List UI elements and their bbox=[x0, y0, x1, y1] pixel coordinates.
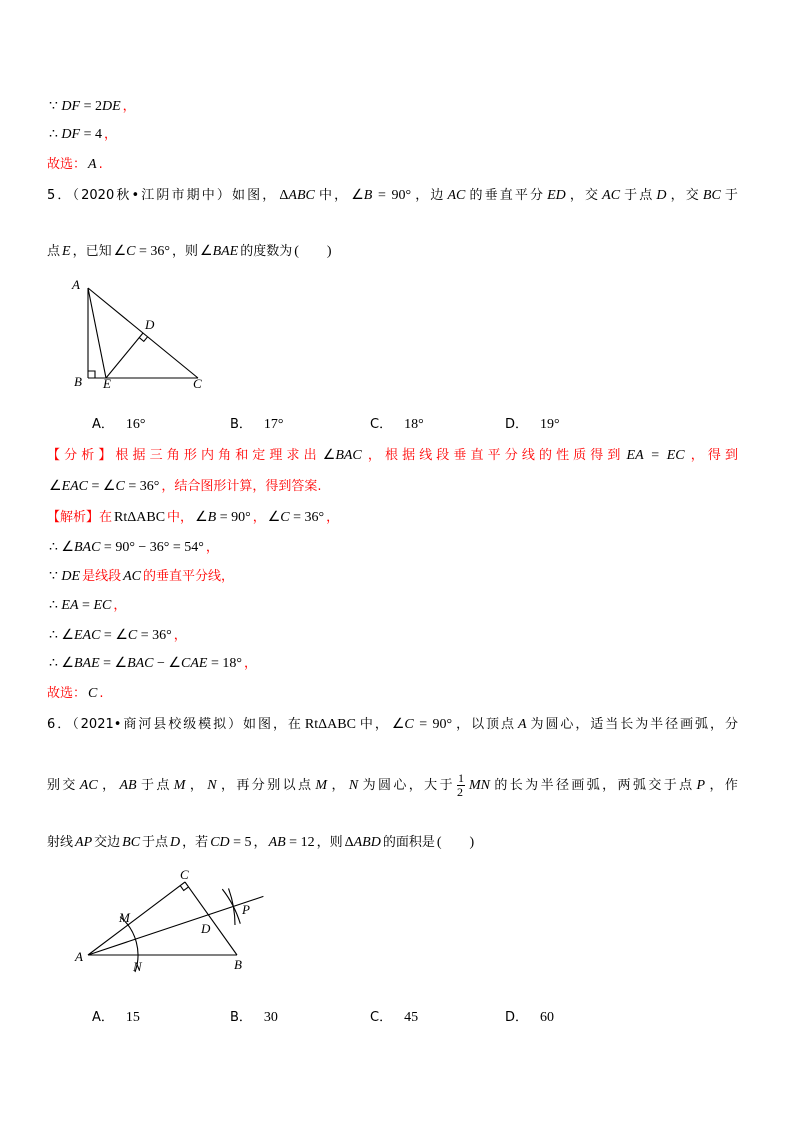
text-run: ，则 bbox=[172, 244, 199, 259]
math-variable: ABD bbox=[353, 835, 381, 850]
highlighted-text: 故选： bbox=[47, 686, 87, 701]
math-expression: ∵ DE bbox=[49, 569, 81, 584]
q5-answer bbox=[47, 684, 104, 704]
highlighted-text: 【分析】根据三角形内角和定理求出 bbox=[47, 448, 321, 463]
math-expression: RtΔABC bbox=[114, 510, 166, 525]
math-expression bbox=[80, 778, 98, 793]
highlighted-text: ， bbox=[173, 628, 187, 643]
math-expression: ∠C = 36° bbox=[267, 510, 325, 525]
math-variable: AC bbox=[447, 188, 466, 203]
text-run: 的度数为 bbox=[240, 244, 293, 259]
math-variable: AB bbox=[119, 778, 137, 793]
point-label-d: D bbox=[201, 921, 211, 936]
math-variable: EA bbox=[626, 448, 644, 463]
text-run: ，已知 bbox=[72, 244, 112, 259]
q6-figure bbox=[70, 862, 270, 980]
highlighted-text: 中， bbox=[167, 510, 194, 525]
q5-solution-line-3 bbox=[47, 567, 234, 587]
highlighted-text: ，得到 bbox=[686, 448, 738, 463]
math-expression bbox=[122, 835, 140, 850]
math-variable: C bbox=[126, 244, 136, 259]
highlighted-text: ，根据线段垂直平分线的性质得到 bbox=[363, 448, 625, 463]
option-value: 45 bbox=[404, 1010, 419, 1025]
math-variable: C bbox=[404, 717, 414, 732]
math-expression: ∴ EA = EC bbox=[49, 598, 112, 613]
text-run: 为圆心，适当长为半径画弧，分 bbox=[528, 717, 738, 732]
q6-option-b bbox=[230, 1008, 278, 1028]
math-expression: ∠B = 90° bbox=[195, 510, 251, 525]
fraction-numerator: 1 bbox=[457, 771, 464, 785]
q6-stem-line-2 bbox=[47, 771, 738, 799]
option-value: 16° bbox=[125, 417, 146, 432]
math-variable: EC bbox=[93, 598, 112, 613]
math-expression: CD = 5 bbox=[210, 835, 252, 850]
text-run: 的垂直平分 bbox=[467, 188, 546, 203]
math-variable: C bbox=[127, 628, 138, 643]
text-run: 的面积是 bbox=[382, 835, 435, 850]
math-variable: M bbox=[315, 778, 328, 793]
math-expression: ∠BAE bbox=[200, 244, 239, 259]
text-run: ，作 bbox=[707, 778, 738, 793]
math-variable: E bbox=[62, 244, 71, 259]
math-expression bbox=[469, 778, 490, 793]
q5-solution-line-1 bbox=[47, 508, 339, 528]
math-expression bbox=[447, 188, 465, 203]
text-run: 于 bbox=[722, 188, 738, 203]
math-variable: BAE bbox=[73, 656, 100, 671]
math-expression bbox=[75, 835, 92, 850]
point-label-m: M bbox=[119, 910, 130, 925]
math-expression bbox=[207, 778, 216, 793]
text-run: ，则 bbox=[316, 835, 343, 850]
vertex-label-b: B bbox=[234, 957, 242, 972]
math-expression: AB = 12 bbox=[268, 835, 315, 850]
math-variable: AP bbox=[75, 835, 93, 850]
math-variable: D bbox=[170, 835, 181, 850]
math-expression: ΔABD bbox=[344, 835, 381, 850]
math-variable: EA bbox=[61, 598, 79, 613]
math-expression bbox=[697, 778, 706, 793]
math-expression bbox=[123, 569, 141, 584]
math-variable: B bbox=[207, 510, 217, 525]
math-variable: N bbox=[207, 778, 217, 793]
math-variable: BAC bbox=[127, 656, 154, 671]
math-expression: ( ) bbox=[436, 835, 475, 850]
math-variable: A bbox=[517, 717, 527, 732]
math-expression bbox=[119, 778, 136, 793]
text-run: 射线 bbox=[47, 835, 74, 850]
math-variable: C bbox=[280, 510, 290, 525]
vertex-label-c: C bbox=[180, 867, 189, 882]
math-expression: ∠C = 90° bbox=[391, 717, 453, 732]
math-expression: RtΔABC bbox=[304, 717, 356, 732]
math-expression: EA = EC bbox=[626, 448, 685, 463]
q5-option-b bbox=[230, 415, 284, 435]
option-letter: D． bbox=[505, 417, 529, 432]
q6-stem-line-1 bbox=[47, 715, 738, 735]
option-letter: B． bbox=[230, 417, 252, 432]
math-expression: ∵ DF = 2DE bbox=[49, 99, 121, 114]
segment-cb bbox=[185, 882, 237, 955]
math-variable: DF bbox=[61, 127, 81, 142]
text-run: ， bbox=[187, 778, 206, 793]
q6-stem-line-3 bbox=[47, 833, 476, 853]
option-value: 19° bbox=[540, 417, 560, 432]
highlighted-text: ， bbox=[205, 540, 219, 555]
option-letter: A． bbox=[92, 417, 114, 432]
math-expression: ∠B = 90° bbox=[351, 188, 412, 203]
segment-ed bbox=[106, 333, 143, 378]
math-variable: CAE bbox=[180, 656, 208, 671]
math-variable: ED bbox=[547, 188, 566, 203]
highlighted-text: ， bbox=[104, 127, 118, 142]
math-expression bbox=[174, 778, 186, 793]
q5-stem-line-2 bbox=[47, 242, 334, 262]
text-run: 于点 bbox=[138, 778, 172, 793]
option-value: 15 bbox=[125, 1010, 140, 1025]
prev-solution-answer bbox=[47, 155, 103, 175]
highlighted-text: . bbox=[99, 686, 104, 701]
math-variable: N bbox=[348, 778, 359, 793]
q5-figure bbox=[70, 275, 215, 395]
option-value: 18° bbox=[404, 417, 424, 432]
segment-ae bbox=[88, 288, 106, 378]
math-variable: EC bbox=[666, 448, 685, 463]
math-expression bbox=[315, 778, 327, 793]
math-variable: AC bbox=[123, 569, 141, 584]
vertex-label-c: C bbox=[193, 376, 202, 391]
text-run: 为圆心，大于 bbox=[360, 778, 455, 793]
text-run: 别交 bbox=[47, 778, 78, 793]
q5-option-c bbox=[370, 415, 424, 435]
option-letter: C． bbox=[370, 417, 393, 432]
math-expression: ∴ ∠EAC = ∠C = 36° bbox=[49, 628, 172, 643]
vertex-label-a: A bbox=[75, 949, 83, 964]
text-run: ，以顶点 bbox=[454, 717, 516, 732]
highlighted-text: 【解析】在 bbox=[47, 510, 113, 525]
option-letter: D． bbox=[505, 1010, 529, 1025]
math-variable: DF bbox=[61, 99, 81, 114]
math-variable: MN bbox=[468, 778, 490, 793]
math-expression bbox=[656, 188, 666, 203]
highlighted-text: 故选： bbox=[47, 157, 87, 172]
text-run: ， bbox=[253, 835, 267, 850]
math-variable: BAE bbox=[212, 244, 239, 259]
math-expression bbox=[88, 157, 97, 172]
q6-option-a bbox=[92, 1008, 140, 1028]
point-label-n: N bbox=[133, 959, 142, 974]
math-expression: ∠C = 36° bbox=[113, 244, 170, 259]
text-run: ，交 bbox=[567, 188, 601, 203]
highlighted-text: 是线段 bbox=[82, 569, 122, 584]
math-variable: CD bbox=[210, 835, 230, 850]
math-variable: D bbox=[656, 188, 667, 203]
math-variable: BAC bbox=[335, 448, 362, 463]
q5-solution-line-6 bbox=[47, 654, 257, 674]
text-run: ，交 bbox=[668, 188, 701, 203]
q5-solution-line-5 bbox=[47, 626, 187, 646]
vertex-label-d: D bbox=[145, 317, 155, 332]
math-expression: ∴ ∠BAC = 90° − 36° = 54° bbox=[49, 540, 204, 555]
math-variable: DE bbox=[102, 99, 121, 114]
math-expression bbox=[62, 244, 71, 259]
math-variable: EAC bbox=[73, 628, 101, 643]
text-run: ， bbox=[329, 778, 347, 793]
math-variable: ABC bbox=[288, 188, 315, 203]
text-run: ， bbox=[99, 778, 118, 793]
q5-analysis-line-2 bbox=[47, 477, 321, 497]
math-variable: BC bbox=[702, 188, 721, 203]
math-variable: P bbox=[696, 778, 706, 793]
q5-solution-line-2 bbox=[47, 538, 219, 558]
q5-option-a bbox=[92, 415, 146, 435]
vertex-label-e: E bbox=[103, 376, 111, 391]
math-expression bbox=[703, 188, 721, 203]
vertex-label-a: A bbox=[72, 277, 80, 292]
text-run: 6．（2021•商河县校级模拟）如图，在 bbox=[47, 717, 303, 732]
text-run: 中， bbox=[316, 188, 350, 203]
math-expression bbox=[88, 686, 97, 701]
highlighted-text: ， bbox=[252, 510, 266, 525]
text-run: 的长为半径画弧，两弧交于点 bbox=[491, 778, 695, 793]
math-variable: AC bbox=[602, 188, 621, 203]
option-letter: C． bbox=[370, 1010, 393, 1025]
highlighted-text: . bbox=[98, 157, 103, 172]
text-run: 于点 bbox=[622, 188, 655, 203]
math-variable: BC bbox=[122, 835, 141, 850]
math-variable: AC bbox=[79, 778, 98, 793]
text-run: 中， bbox=[357, 717, 390, 732]
fraction-denominator: 2 bbox=[456, 785, 463, 799]
arc-centered-n bbox=[222, 889, 240, 924]
math-variable: EAC bbox=[61, 479, 89, 494]
math-expression: ∴ DF = 4 bbox=[49, 127, 102, 142]
math-expression bbox=[518, 717, 527, 732]
math-expression bbox=[602, 188, 620, 203]
prev-solution-line-2 bbox=[47, 125, 117, 145]
math-expression: ∠EAC = ∠C = 36° bbox=[49, 479, 160, 494]
q5-analysis-line-1 bbox=[47, 446, 738, 466]
right-angle-mark-d bbox=[139, 337, 147, 342]
fraction bbox=[457, 772, 465, 799]
option-letter: A． bbox=[92, 1010, 114, 1025]
math-variable: DE bbox=[61, 569, 81, 584]
highlighted-text: ， bbox=[243, 656, 257, 671]
option-letter: B． bbox=[230, 1010, 252, 1025]
option-value: 30 bbox=[263, 1010, 278, 1025]
q5-option-d bbox=[505, 415, 560, 435]
right-angle-mark-b bbox=[88, 371, 95, 378]
math-variable: C bbox=[88, 686, 98, 701]
option-value: 17° bbox=[263, 417, 284, 432]
text-run: ，若 bbox=[182, 835, 209, 850]
option-value: 60 bbox=[540, 1010, 555, 1025]
q6-option-d bbox=[505, 1008, 554, 1028]
math-expression bbox=[349, 778, 358, 793]
math-variable: C bbox=[115, 479, 125, 494]
math-expression: ( ) bbox=[294, 244, 332, 259]
point-label-p: P bbox=[242, 902, 250, 917]
highlighted-text: ， bbox=[326, 510, 340, 525]
highlighted-text: ， bbox=[113, 598, 127, 613]
math-expression bbox=[547, 188, 566, 203]
text-run: 于点 bbox=[142, 835, 169, 850]
q5-solution-line-4 bbox=[47, 596, 126, 616]
text-run: 交边 bbox=[94, 835, 121, 850]
math-expression bbox=[170, 835, 180, 850]
highlighted-text: 的垂直平分线， bbox=[143, 569, 235, 584]
vertex-label-b: B bbox=[74, 374, 82, 389]
q5-stem-line-1 bbox=[47, 186, 738, 206]
ray-ap bbox=[88, 896, 263, 955]
prev-solution-line-1 bbox=[47, 97, 136, 117]
math-variable: BAC bbox=[73, 540, 101, 555]
highlighted-text: ，结合图形计算，得到答案. bbox=[161, 479, 322, 494]
text-run: 点 bbox=[47, 244, 61, 259]
text-run: ，再分别以点 bbox=[218, 778, 314, 793]
text-run: 5．（2020秋•江阴市期中）如图， bbox=[47, 188, 278, 203]
q6-option-c bbox=[370, 1008, 418, 1028]
math-variable: A bbox=[88, 157, 97, 172]
highlighted-text: ， bbox=[122, 99, 136, 114]
right-angle-mark-c bbox=[180, 886, 188, 891]
math-variable: M bbox=[173, 778, 186, 793]
math-expression: ΔABC bbox=[279, 188, 315, 203]
math-expression: ∠BAC bbox=[322, 448, 362, 463]
math-variable: B bbox=[363, 188, 373, 203]
text-run: ，边 bbox=[413, 188, 446, 203]
math-variable: AB bbox=[268, 835, 286, 850]
math-expression: ∴ ∠BAE = ∠BAC − ∠CAE = 18° bbox=[49, 656, 242, 671]
